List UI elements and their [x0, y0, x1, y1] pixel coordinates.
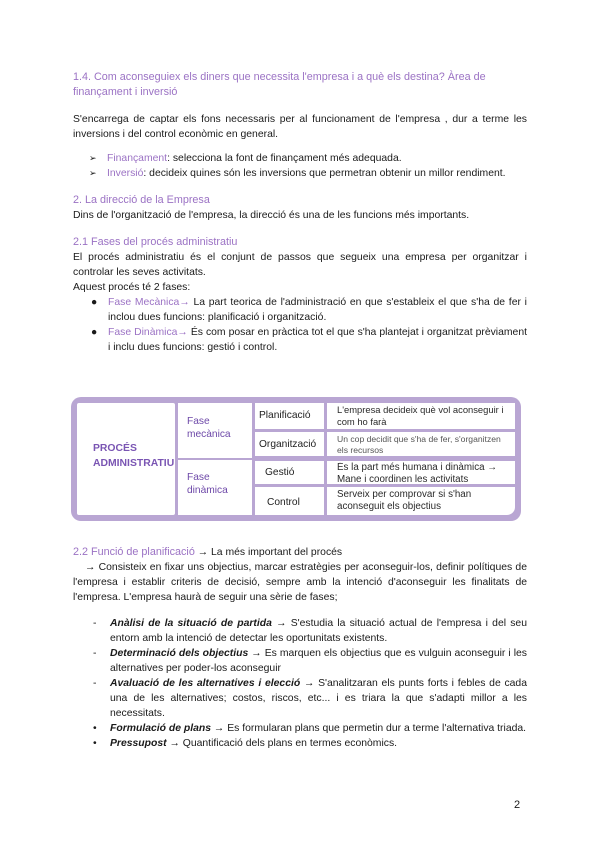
list-item: - Avaluació de les alternatives i elecció → S'analitzaran els punts forts i febles de cada una de les alternatives; costos, riscos, etc... i es triara la que s'adapti millor a les necessitats.	[93, 678, 527, 719]
dash-bullet-icon: -	[93, 648, 97, 659]
document-page	[73, 70, 527, 355]
divider	[178, 458, 252, 460]
function-gestio: Gestió	[265, 467, 295, 478]
section-2-2-intro: → Consisteix en fixar uns objectius, marcar estratègies per aconseguir-los, definir polítiques de l'empresa i establir criteris de decisió, sempre amb la intenció d'aconseguir les finalitats de l'empresa. L'empresa haurà de seguir una sèrie de fases;	[73, 562, 527, 603]
section-1-4-heading: 1.4. Com aconseguiex els diners que necessita l'empresa i a què els destina? Àrea de finançament i inversió	[73, 71, 486, 98]
section-2-1-intro: El procés administratiu és el conjunt de passos que segueix una empresa per organitzar i controlar les seves activitats.	[73, 252, 527, 278]
function-planificacio: Planificació	[259, 410, 311, 421]
planning-steps-list	[93, 616, 527, 751]
list-item: • Pressupost → Quantificació dels plans en termes econòmics.	[93, 738, 398, 749]
finance-list	[89, 151, 527, 181]
function-control: Control	[267, 497, 300, 508]
document-page-lower	[73, 545, 527, 751]
phases-intro: Aquest procés té 2 fases:	[73, 282, 191, 293]
process-diagram	[71, 397, 521, 521]
function-organitzacio: Organització	[259, 439, 317, 450]
phase-label-mecanica: Fase mecànica	[187, 416, 231, 440]
section-2-1-heading: 2.1 Fases del procés administratiu	[73, 236, 238, 248]
list-item: ● Fase Mecànica→ La part teorica de l'administració en que s'estableix el que s'ha de fer i inclou dues funcions: planificació i organització.	[91, 297, 527, 323]
page-number: 2	[514, 799, 521, 811]
arrow-bullet-icon: ➢	[89, 153, 97, 163]
section-2-intro: Dins de l'organització de l'empresa, la direcció és una de les funcions més importants.	[73, 210, 470, 221]
list-item: - Anàlisi de la situació de partida → S'estudia la situació actual de l'empresa i del seu entorn amb la intenció de detectar les oportunitats existents.	[93, 618, 527, 644]
dot-bullet-icon: ●	[91, 297, 98, 308]
list-item: • Formulació de plans → Es formularan plans que permetin dur a terme l'alternativa triada.	[93, 723, 527, 734]
dot-bullet-icon: ●	[91, 327, 98, 338]
section-2-heading: 2. La direcció de la Empresa	[73, 194, 210, 206]
list-item: ➢ Finançament: selecciona la font de finançament més adequada.	[89, 153, 402, 164]
list-item: ● Fase Dinàmica→ És com posar en pràctica tot el que s'ha plantejat i organitzat prèviament i inclu dues funcions: gestió i control.	[91, 327, 527, 353]
arrow-bullet-icon: ➢	[89, 168, 97, 178]
dash-bullet-icon: -	[93, 618, 97, 629]
list-item: - Determinació dels objectius → Es marquen els objectius que es vulguin aconseguir i les alternatives per poder-los aconseguir	[93, 648, 527, 674]
description-organitzacio: Un cop decidit que s'ha de fer, s'organitzen els recursos	[337, 434, 501, 455]
description-control: Serveix per comprovar si s'han aconseguit els objectius	[337, 489, 472, 512]
section-1-4-intro: S'encarrega de captar els fons necessaris per al funcionament de l'empresa , dur a terme les inversions i del control econòmic en general.	[73, 114, 527, 140]
list-item: ➢ Inversió: decideix quines són les inversions que permetran obtenir un millor rendiment.	[89, 168, 506, 179]
phase-label-dinamica: Fase dinàmica	[187, 472, 228, 496]
dot-bullet-icon: •	[93, 738, 97, 749]
phases-list	[91, 295, 527, 355]
diagram-main-label: PROCÉS ADMINISTRATIU	[93, 443, 175, 469]
dot-bullet-icon: •	[93, 723, 97, 734]
description-gestio: És la part més humana i dinàmica → Mane i coordinen les activitats	[337, 462, 498, 484]
section-2-2-heading: 2.2 Funció de planificació → La més important del procés	[73, 546, 343, 558]
description-planificacio: L'empresa decideix què vol aconseguir i com ho farà	[337, 404, 504, 427]
dash-bullet-icon: -	[93, 678, 97, 689]
